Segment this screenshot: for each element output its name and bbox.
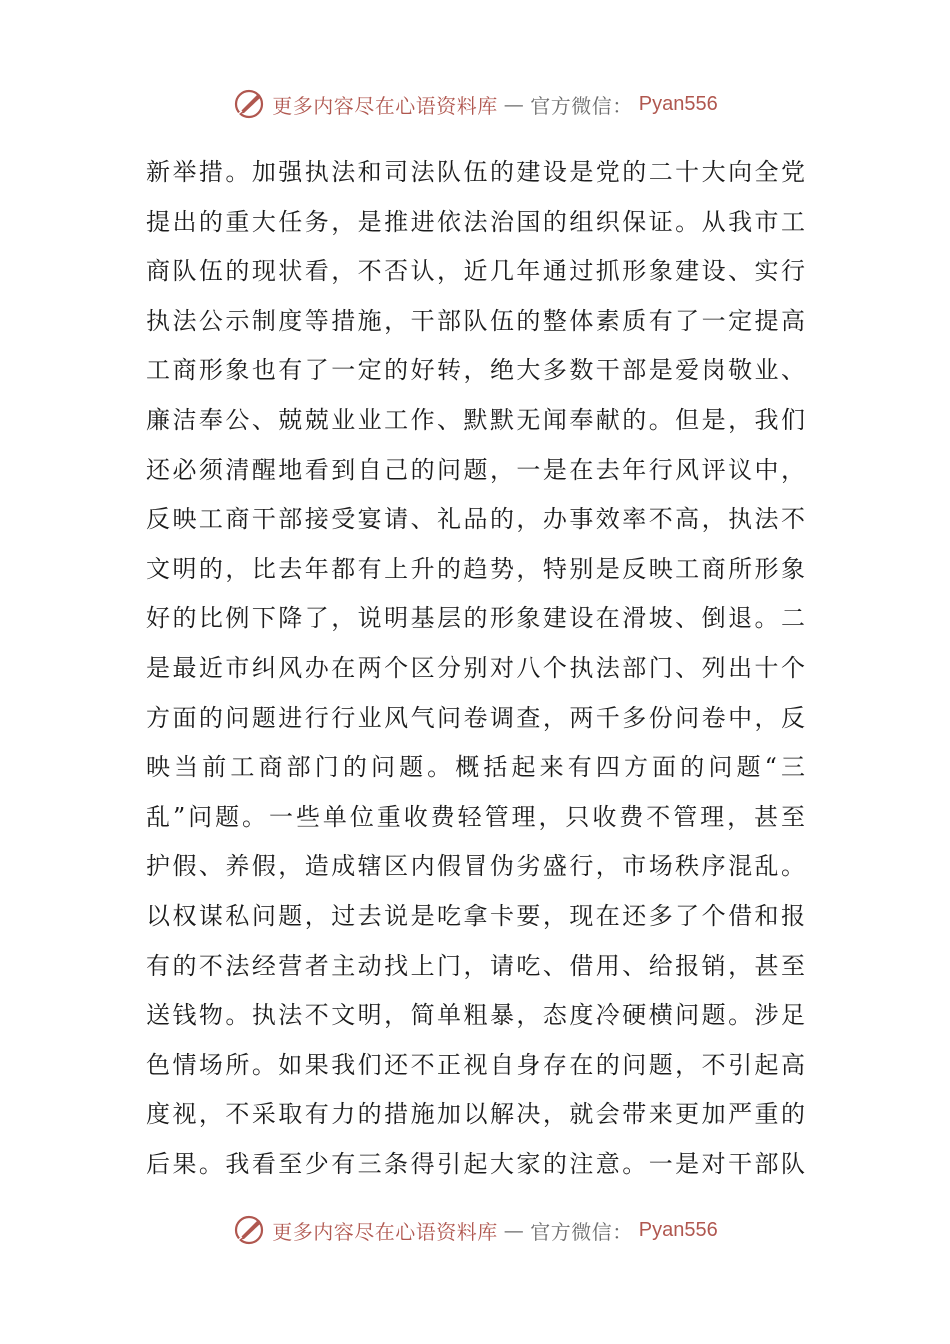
watermark-wechat-id: Pyan556 <box>638 1218 718 1241</box>
body-line: 度视，不采取有力的措施加以解决，就会带来更加严重的 <box>146 1100 806 1129</box>
body-line: 执法公示制度等措施，干部队伍的整体素质有了一定提高 <box>146 306 806 335</box>
watermark-dash: — <box>503 1218 525 1242</box>
watermark-dash: — <box>503 92 525 116</box>
footer-watermark <box>0 1212 950 1248</box>
watermark-site-text: 更多内容尽在心语资料库 <box>272 93 498 118</box>
body-line: 有的不法经营者主动找上门，请吃、借用、给报销，甚至 <box>146 951 806 980</box>
document-body <box>146 148 806 1189</box>
body-line: 是最近市纠风办在两个区分别对八个执法部门、列出十个 <box>146 653 806 682</box>
body-line: 商队伍的现状看，不否认，近几年通过抓形象建设、实行 <box>146 257 806 286</box>
body-line: 文明的，比去年都有上升的趋势，特别是反映工商所形象 <box>146 554 806 583</box>
body-line: 提出的重大任务，是推进依法治国的组织保证。从我市工 <box>146 207 806 236</box>
watermark-official-label: 官方微信： <box>530 93 633 118</box>
body-line: 还必须清醒地看到自己的问题，一是在去年行风评议中， <box>146 455 806 484</box>
body-line: 反映工商干部接受宴请、礼品的，办事效率不高，执法不 <box>146 505 806 534</box>
body-line: 新举措。加强执法和司法队伍的建设是党的二十大向全党 <box>146 158 806 186</box>
body-line: 映当前工商部门的问题。概括起来有四方面的问题“三 <box>146 753 806 782</box>
body-line: 护假、养假，造成辖区内假冒伪劣盛行，市场秩序混乱。 <box>146 852 806 881</box>
quill-logo-icon <box>232 87 266 121</box>
body-line: 乱”问题。一些单位重收费轻管理，只收费不管理，甚至 <box>146 802 806 831</box>
watermark-wechat-id: Pyan556 <box>638 92 718 115</box>
body-line: 送钱物。执法不文明，简单粗暴，态度冷硬横问题。涉足 <box>146 1001 806 1030</box>
body-line: 以权谋私问题，过去说是吃拿卡要，现在还多了个借和报 <box>146 901 806 930</box>
body-line: 好的比例下降了，说明基层的形象建设在滑坡、倒退。二 <box>146 604 806 633</box>
body-line: 廉洁奉公、兢兢业业工作、默默无闻奉献的。但是，我们 <box>146 405 806 434</box>
body-line: 工商形象也有了一定的好转，绝大多数干部是爱岗敬业、 <box>146 356 806 385</box>
header-watermark <box>0 86 950 122</box>
watermark-official-label: 官方微信： <box>530 1219 633 1244</box>
quill-logo-icon <box>232 1213 266 1247</box>
body-line: 方面的问题进行行业风气问卷调查，两千多份问卷中，反 <box>146 703 806 732</box>
body-line: 色情场所。如果我们还不正视自身存在的问题，不引起高 <box>146 1050 806 1079</box>
body-line: 后果。我看至少有三条得引起大家的注意。一是对干部队 <box>146 1149 806 1178</box>
watermark-site-text: 更多内容尽在心语资料库 <box>272 1219 498 1244</box>
